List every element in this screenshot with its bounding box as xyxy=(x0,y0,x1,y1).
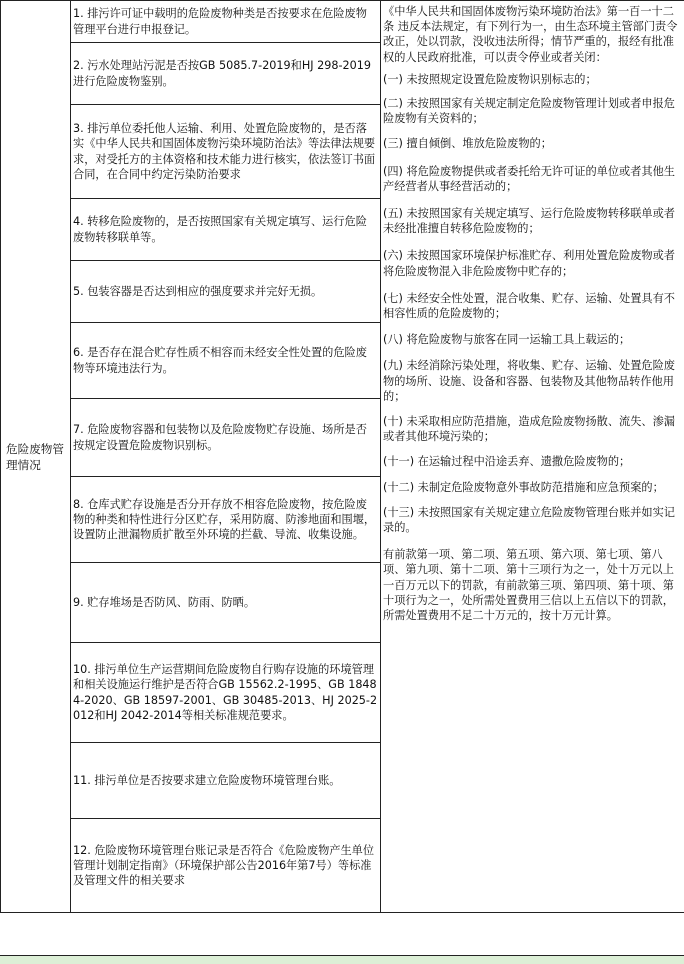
law-intro: 《中华人民共和国固体废物污染环境防治法》第一百一十二条 违反本法规定，有下列行为一，由生态环境主管部门责令改正，处以罚款，没收违法所得；情节严重的，报经有批准权的人民政府批准，可以责令停业或者关闭： xyxy=(383,4,682,65)
law-clause-3: (三) 擅自倾倒、堆放危险废物的； xyxy=(383,136,682,151)
check-item-4: 4. 转移危险废物的，是否按照国家有关规定填写、运行危险废物转移联单等。 xyxy=(71,199,381,261)
law-clause-5: (五) 未按照国家有关规定填写、运行危险废物转移联单或者未经批准擅自转移危险废物的； xyxy=(383,206,682,236)
category-cell xyxy=(1,1,71,913)
law-clause-1: (一) 未按照规定设置危险废物识别标志的； xyxy=(383,72,682,87)
law-content xyxy=(383,4,682,623)
law-clause-9: (九) 未经消除污染处理，将收集、贮存、运输、处置危险废物的场所、设施、设备和容器、包装物及其他物品转作他用的； xyxy=(383,358,682,404)
check-item-11: 11. 排污单位是否按要求建立危险废物环境管理台账。 xyxy=(71,743,381,819)
law-clause-2: (二) 未按照国家有关规定制定危险废物管理计划或者申报危险废物有关资料的； xyxy=(383,96,682,126)
law-clause-13: (十三) 未按照国家有关规定建立危险废物管理台账并如实记录的。 xyxy=(383,505,682,535)
check-item-2: 2. 污水处理站污泥是否按GB 5085.7-2019和HJ 298-2019进行危险废物鉴别。 xyxy=(71,43,381,105)
law-clause-7: (七) 未经安全性处置，混合收集、贮存、运输、处置具有不相容性质的危险废物的； xyxy=(383,291,682,321)
law-cell xyxy=(381,1,684,913)
check-item-8: 8. 仓库式贮存设施是否分开存放不相容危险废物，按危险废物的种类和特性进行分区贮存，采用防腐、防渗地面和围堰，设置防止泄漏物质扩散至外环境的拦截、导流、收集设施。 xyxy=(71,477,381,563)
check-item-7: 7. 危险废物容器和包装物以及危险废物贮存设施、场所是否按规定设置危险废物识别标。 xyxy=(71,399,381,477)
check-item-3: 3. 排污单位委托他人运输、利用、处置危险废物的，是否落实《中华人民共和国固体废物污染环境防治法》等法律法规要求，对受托方的主体资格和技术能力进行核实，依法签订书面合同，在合同中约定污染防治要求 xyxy=(71,105,381,199)
law-clause-10: (十) 未采取相应防范措施，造成危险废物扬散、流失、渗漏或者其他环境污染的； xyxy=(383,414,682,444)
category-label: 危险废物管理情况 xyxy=(3,441,68,473)
check-item-9: 9. 贮存堆场是否防风、防雨、防晒。 xyxy=(71,563,381,643)
check-item-12: 12. 危险废物环境管理台账记录是否符合《危险废物产生单位管理计划制定指南》（环境保护部公告2016年第7号）等标准及管理文件的相关要求 xyxy=(71,819,381,913)
check-item-5: 5. 包装容器是否达到相应的强度要求并完好无损。 xyxy=(71,261,381,323)
law-clause-6: (六) 未按照国家环境保护标准贮存、利用处置危险废物或者将危险废物混入非危险废物中贮存的； xyxy=(383,248,682,278)
law-clause-12: (十二) 未制定危险废物意外事故防范措施和应急预案的； xyxy=(383,480,682,495)
law-clause-8: (八) 将危险废物与旅客在同一运输工具上载运的； xyxy=(383,332,682,347)
table-row xyxy=(1,1,684,43)
law-clause-11: (十一) 在运输过程中沿途丢弃、遗撒危险废物的； xyxy=(383,454,682,469)
check-item-1: 1. 排污许可证中载明的危险废物种类是否按要求在危险废物管理平台进行申报登记。 xyxy=(71,1,381,43)
check-item-6: 6. 是否存在混合贮存性质不相容而未经安全性处置的危险废物等环境违法行为。 xyxy=(71,323,381,399)
law-clause-4: (四) 将危险废物提供或者委托给无许可证的单位或者其他生产经营者从事经营活动的； xyxy=(383,164,682,194)
check-item-10: 10. 排污单位生产运营期间危险废物自行购存设施的环境管理和相关设施运行维护是否符合GB 15562.2-1995、GB 18484-2020、GB 18597-2001、GB 30485-2013、HJ 2025-2012和HJ 2042-2014等相关标准规范要求。 xyxy=(71,643,381,743)
law-penalty: 有前款第一项、第二项、第五项、第六项、第七项、第八项、第九项、第十二项、第十三项行为之一，处十万元以上一百万元以下的罚款，有前款第三项、第四项、第十项、第十项行为之一，处所需处置费用三信以上五信以下的罚款，所需处置费用不足二十万元的，按十万元计算。 xyxy=(383,547,682,623)
